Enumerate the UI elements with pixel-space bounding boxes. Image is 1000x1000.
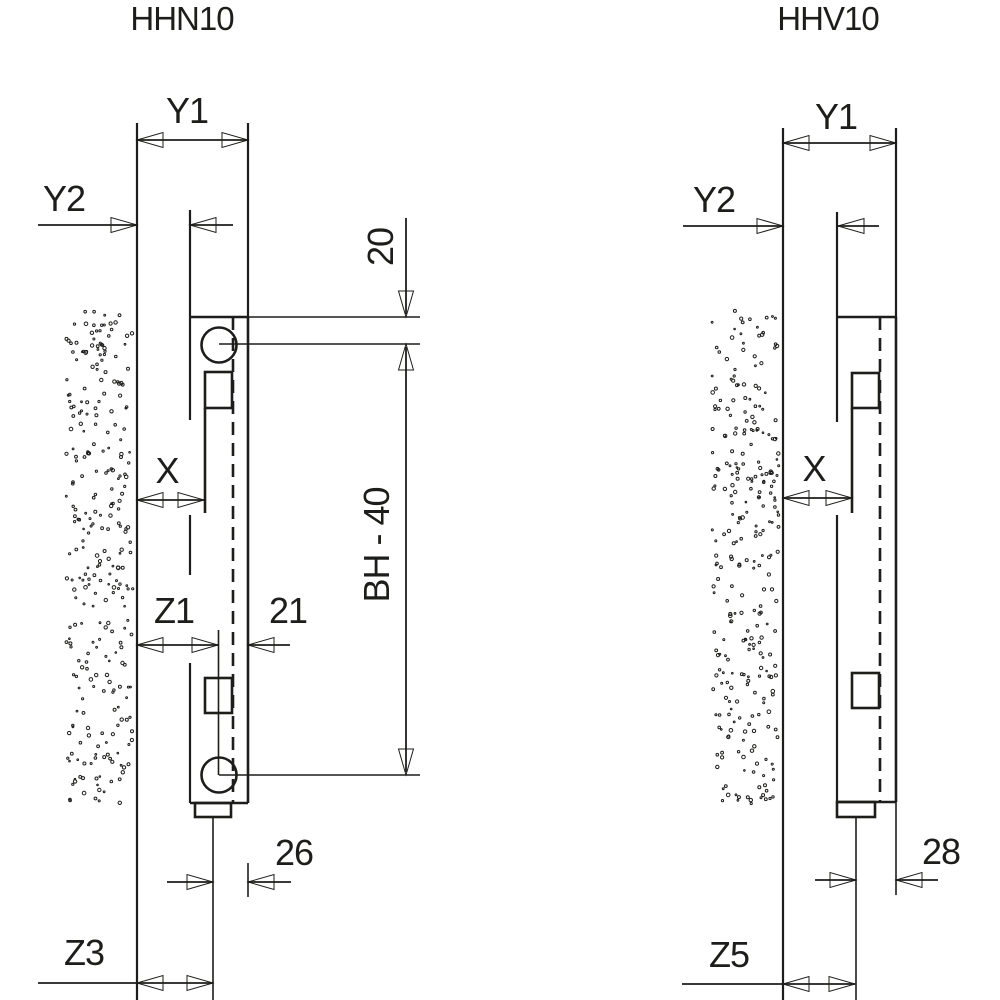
bracket-top: [205, 372, 232, 408]
hhn10-title: HHN10: [130, 0, 234, 37]
dim-y1-label: Y1: [165, 90, 209, 131]
dim-28-label: 28: [921, 831, 961, 872]
bracket-top: [852, 373, 879, 408]
dim-z3-label: Z3: [63, 932, 105, 973]
dim-bh40-label: BH - 40: [356, 487, 397, 603]
dim-x-label: X: [802, 448, 826, 489]
dim-y1-label: Y1: [814, 96, 858, 137]
valve-block: [195, 803, 231, 817]
pipe-connection-top: [202, 328, 237, 363]
dim-26-label: 26: [274, 832, 314, 873]
dim-21-label: 21: [268, 590, 308, 631]
hhv10-diagram: [682, 0, 960, 1000]
dim-x-label: X: [155, 450, 179, 491]
dim-y2-label: Y2: [692, 179, 736, 220]
hhn10-diagram: [38, 0, 420, 1000]
wall-texture-right: [711, 309, 780, 804]
dim-y2-label: Y2: [42, 178, 86, 219]
dim-20-label: 20: [360, 227, 401, 267]
dim-z5-label: Z5: [708, 934, 750, 975]
wall-texture-left: [65, 310, 134, 804]
bracket-bottom: [852, 673, 879, 708]
dim-z1-label: Z1: [153, 590, 195, 631]
hhv10-title: HHV10: [777, 0, 879, 37]
valve-block: [837, 802, 875, 817]
